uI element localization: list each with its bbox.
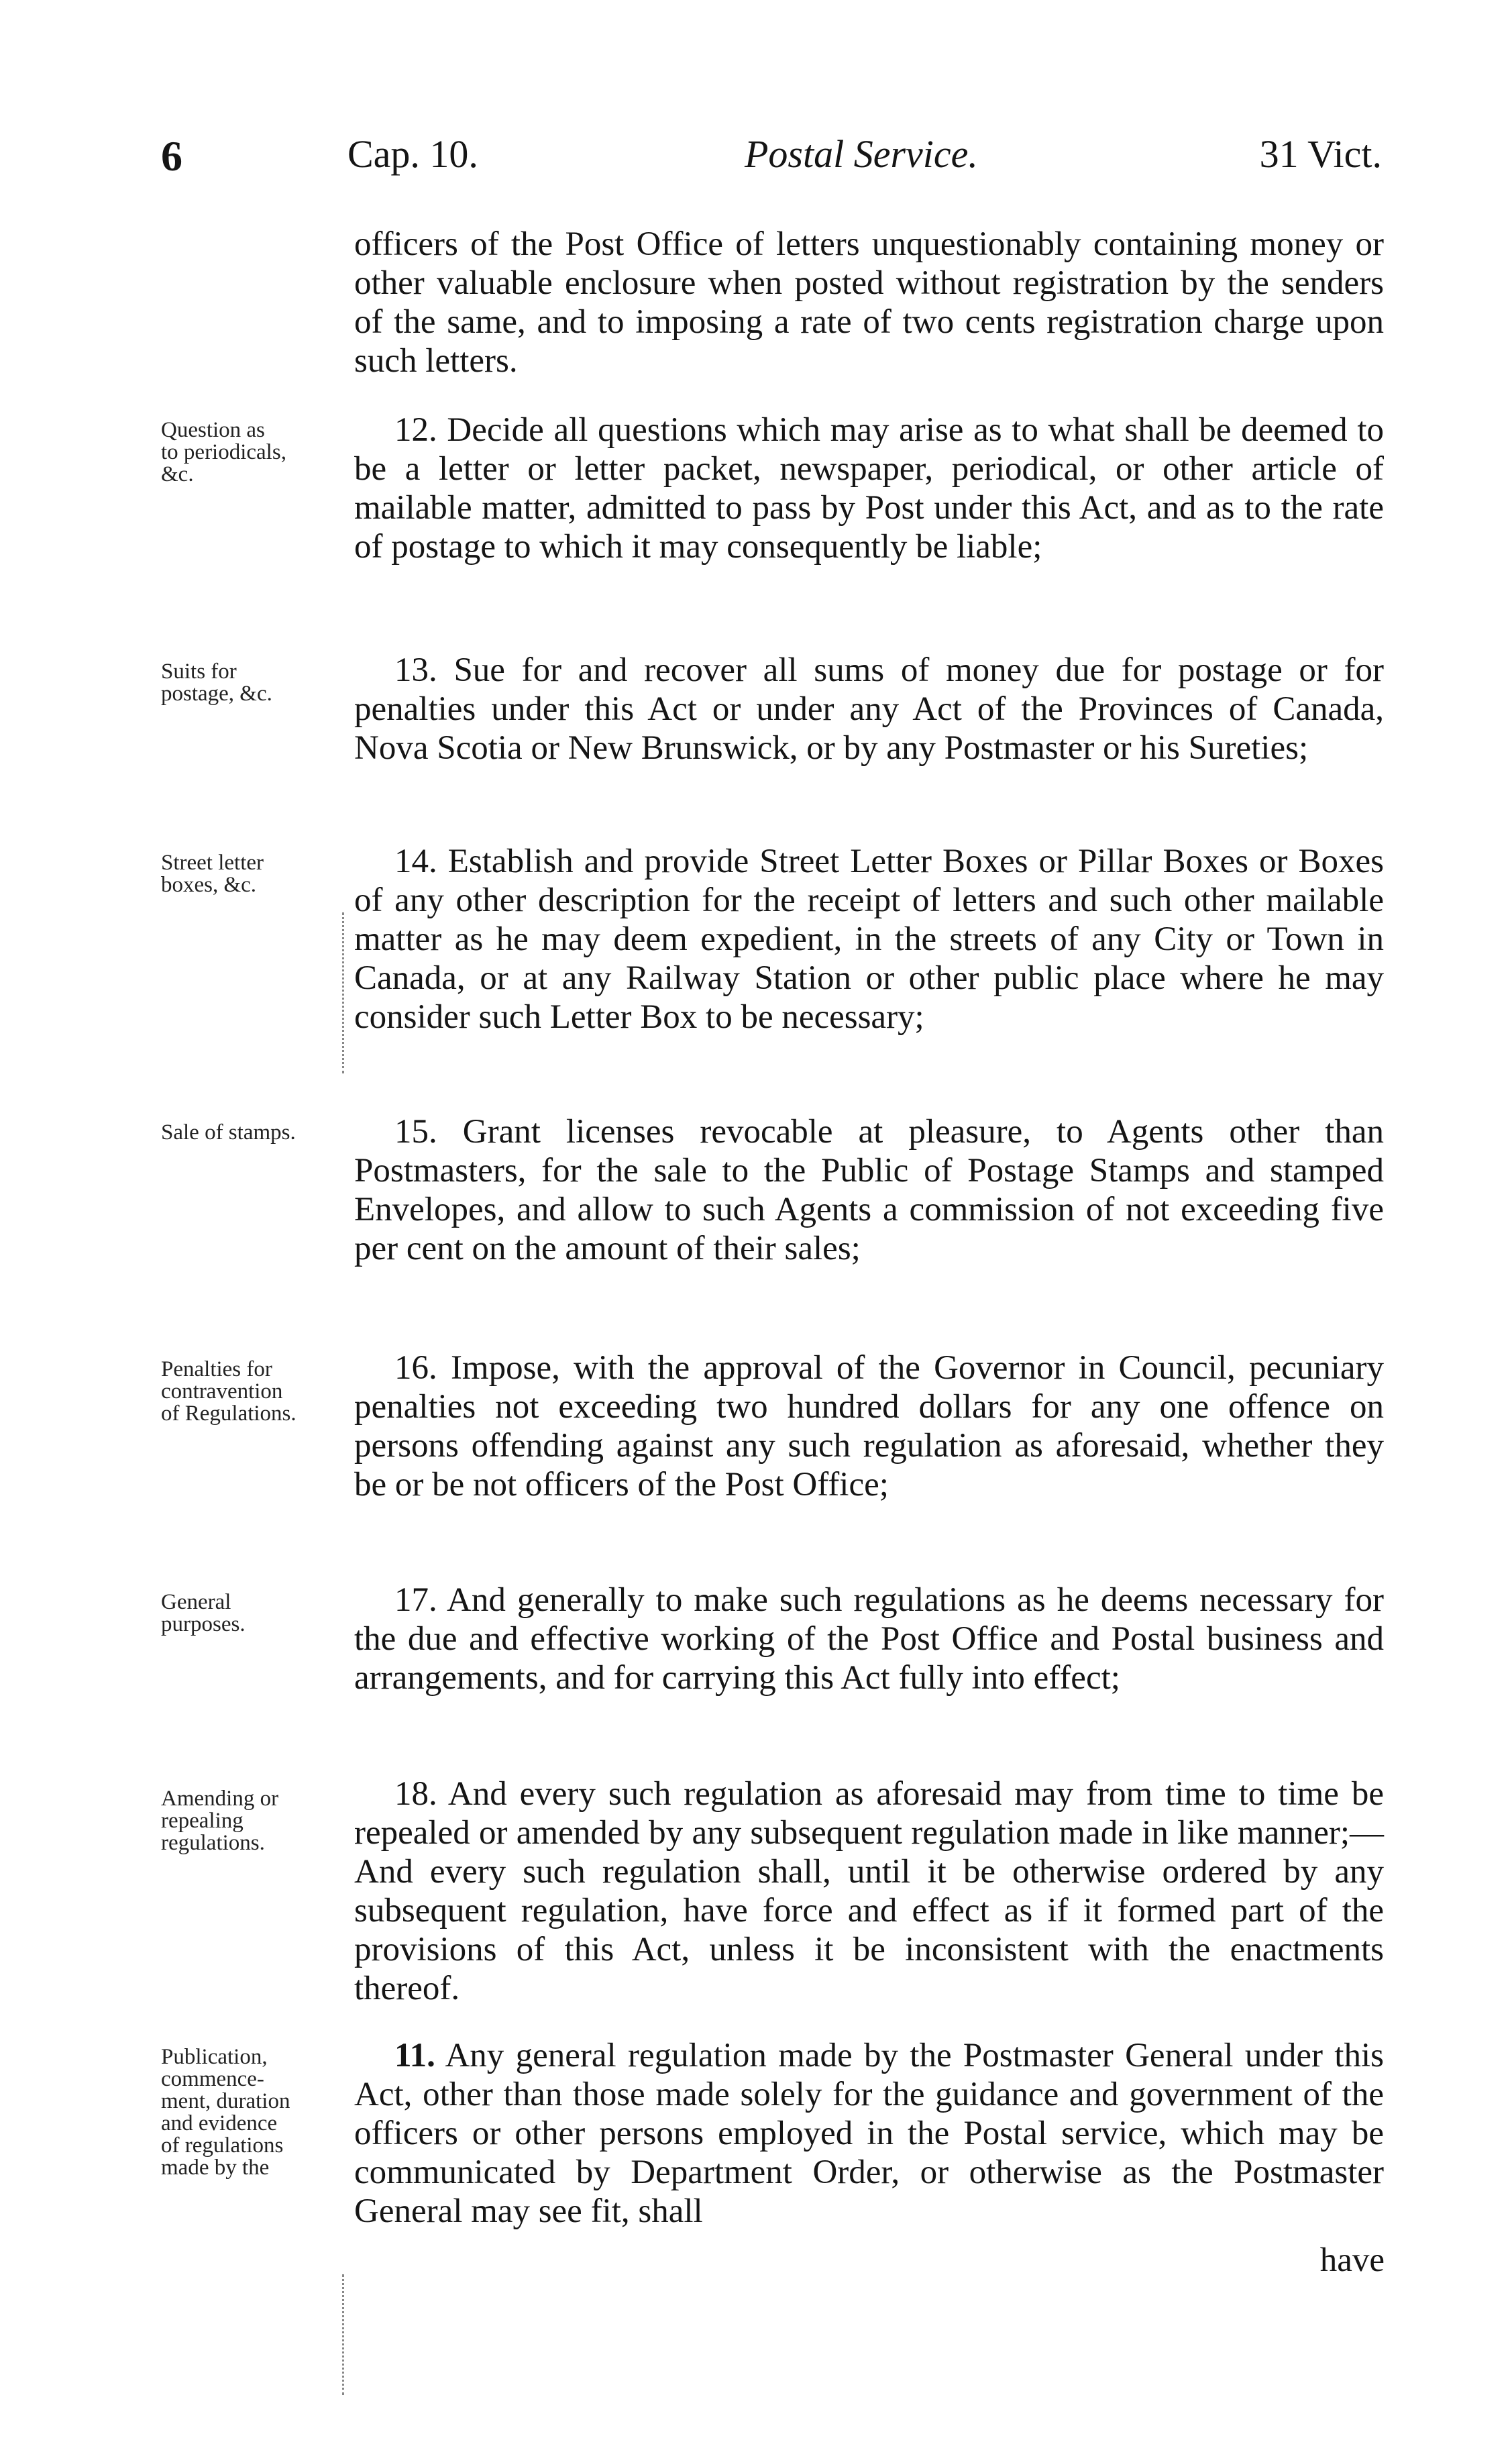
section-13 xyxy=(354,651,1384,767)
section-text: Grant licenses revocable at pleasure, to Agents other than Postmasters, for the sale to the Public of Postage Stamps and stamped Envelopes, and allow to such Agents a commission of not exceeding five per cent on the amount of their sales; xyxy=(354,1113,1384,1267)
catchword: have xyxy=(1319,2241,1385,2279)
section-11 xyxy=(354,2036,1384,2231)
running-header xyxy=(161,131,1382,185)
margin-note-15: Sale of stamps. xyxy=(161,1120,296,1145)
section-number: 18. xyxy=(394,1775,437,1813)
running-title: Postal Service. xyxy=(745,132,978,176)
margin-dotted-rule-bottom xyxy=(342,2274,348,2395)
section-text: And generally to make such regulations as he deems necessary for the due and effective working of the Post Office and Postal business and arrangements, and for carrying this Act fully into effect; xyxy=(354,1581,1384,1697)
section-18 xyxy=(354,1774,1384,2008)
section-text: Any general regulation made by the Postmaster General under this Act, other than those made solely for the guidance and government of the officers or other persons employed in the Postal service, which may be communicated by Department Order, or otherwise as the Postmaster General may see fit, shall xyxy=(354,2037,1384,2230)
section-number: 17. xyxy=(394,1581,437,1619)
section-number: 11. xyxy=(394,2037,435,2074)
page-number: 6 xyxy=(161,132,182,180)
margin-note-16: Penalties for contravention of Regulations. xyxy=(161,1357,296,1426)
intro-paragraph: officers of the Post Office of letters unquestionably containing money or other valuable enclosure when posted without registration by the senders of the same, and to imposing a rate of two cents registration charge upon such letters. xyxy=(354,225,1384,380)
margin-note-11: Publication, commence- ment, duration and evidence of regulations made by the xyxy=(161,2045,290,2180)
section-text: And every such regulation as aforesaid may from time to time be repealed or amended by any subsequent regulation made in like manner;—And every such regulation shall, until it be otherwise ordered by any subsequent regulation, have force and effect as if it formed part of the provisions of this Act, unless it be inconsistent with the enactments thereof. xyxy=(354,1775,1385,2007)
margin-note-17: General purposes. xyxy=(161,1590,246,1636)
margin-note-13: Suits for postage, &c. xyxy=(161,659,272,706)
regnal-year: 31 Vict. xyxy=(1259,132,1382,176)
section-number: 16. xyxy=(394,1349,437,1387)
section-text: Impose, with the approval of the Governor in Council, pecuniary penalties not exceeding two hundred dollars for any one offence on persons offending against any such regulation as aforesaid, whether they be or be not officers of the Post Office; xyxy=(354,1349,1385,1503)
section-text: Establish and provide Street Letter Boxes or Pillar Boxes or Boxes of any other description for the receipt of letters and such other mailable matter as he may deem expedient, in the streets of any City or Town in Canada, or at any Railway Station or other public place where he may consider such Letter Box to be necessary; xyxy=(354,843,1384,1036)
section-12 xyxy=(354,411,1384,566)
section-number: 13. xyxy=(394,651,437,689)
margin-note-12: Question as to periodicals, &c. xyxy=(161,418,286,486)
margin-dotted-rule xyxy=(342,912,348,1073)
section-17 xyxy=(354,1581,1384,1697)
margin-note-14: Street letter boxes, &c. xyxy=(161,851,264,897)
section-number: 15. xyxy=(394,1113,437,1151)
section-text: Decide all questions which may arise as to what shall be deemed to be a letter or letter packet, newspaper, periodical, or other article of mailable matter, admitted to pass by Post under this Act, and as to the rate of postage to which it may consequently be liable; xyxy=(354,411,1385,566)
section-number: 12. xyxy=(394,411,437,449)
section-text: Sue for and recover all sums of money due for postage or for penalties under this Act or under any Act of the Provinces of Canada, Nova Scotia or New Brunswick, or by any Postmaster or his Sureties; xyxy=(354,651,1385,767)
chapter-label: Cap. 10. xyxy=(347,132,478,176)
section-14 xyxy=(354,842,1384,1037)
section-number: 14. xyxy=(394,843,437,880)
margin-note-18: Amending or repealing regulations. xyxy=(161,1787,279,1855)
section-15 xyxy=(354,1112,1384,1268)
section-16 xyxy=(354,1348,1384,1504)
